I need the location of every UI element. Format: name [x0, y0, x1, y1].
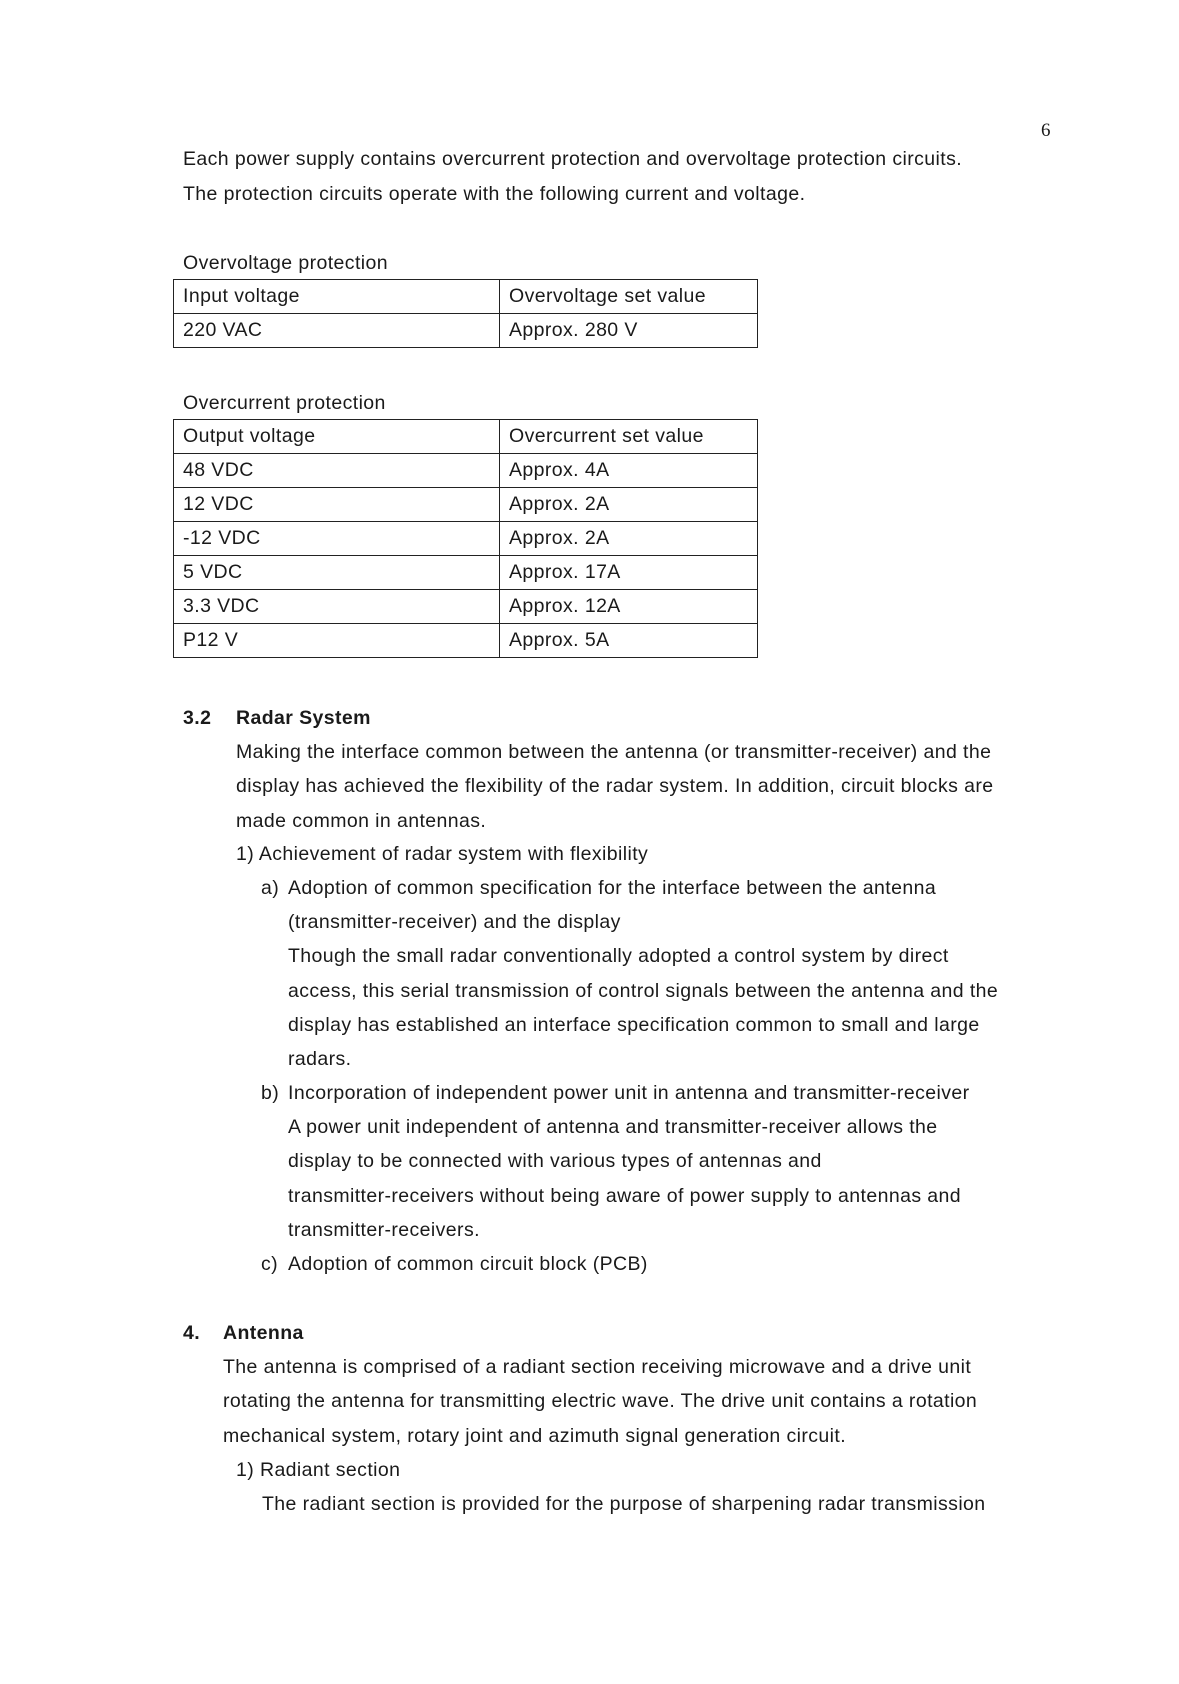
table-header-cell: Output voltage: [174, 420, 500, 454]
section-4-para-line: rotating the antenna for transmitting electric wave. The drive unit contains a rotation: [223, 1390, 978, 1412]
overcurrent-title: Overcurrent protection: [183, 392, 386, 414]
section-4-item-1-heading: 1) Radiant section: [236, 1459, 401, 1481]
item-b-body-line: transmitter-receivers without being aware of power supply to antennas and: [288, 1185, 962, 1207]
section-4-para-line: mechanical system, rotary joint and azimuth signal generation circuit.: [223, 1425, 847, 1447]
table-cell: 3.3 VDC: [174, 590, 500, 624]
item-b-body-line: transmitter-receivers.: [288, 1219, 480, 1241]
item-b-label: b): [261, 1082, 280, 1104]
item-a-title-line: (transmitter-receiver) and the display: [288, 911, 621, 933]
section-3-2-para-line: Making the interface common between the antenna (or transmitter-receiver) and the: [236, 741, 992, 763]
table-header-cell: Overcurrent set value: [500, 420, 758, 454]
table-cell: Approx. 17A: [500, 556, 758, 590]
item-b-body-line: display to be connected with various types of antennas and: [288, 1150, 822, 1172]
table-cell: 12 VDC: [174, 488, 500, 522]
section-4-title: Antenna: [223, 1322, 304, 1344]
table-cell: Approx. 2A: [500, 522, 758, 556]
table-row: [174, 488, 758, 522]
item-a-body-line: display has established an interface specification common to small and large: [288, 1014, 980, 1036]
section-3-2-para-line: made common in antennas.: [236, 810, 487, 832]
item-a-body-line: access, this serial transmission of control signals between the antenna and the: [288, 980, 999, 1002]
table-header-cell: Overvoltage set value: [500, 280, 758, 314]
overcurrent-table: [173, 419, 758, 658]
section-4-number: 4.: [183, 1322, 201, 1344]
page-number: 6: [1041, 120, 1051, 141]
intro-line-1: Each power supply contains overcurrent protection and overvoltage protection circuits.: [183, 148, 963, 170]
section-3-2-para-line: display has achieved the flexibility of the radar system. In addition, circuit blocks are: [236, 775, 994, 797]
table-cell: Approx. 12A: [500, 590, 758, 624]
table-cell: 5 VDC: [174, 556, 500, 590]
table-cell: Approx. 4A: [500, 454, 758, 488]
table-header-cell: Input voltage: [174, 280, 500, 314]
item-a-title-line: Adoption of common specification for the interface between the antenna: [288, 877, 937, 899]
table-row: [174, 280, 758, 314]
item-a-body-line: Though the small radar conventionally adopted a control system by direct: [288, 945, 949, 967]
table-row: [174, 624, 758, 658]
item-a-body-line: radars.: [288, 1048, 352, 1070]
intro-line-2: The protection circuits operate with the following current and voltage.: [183, 183, 806, 205]
overvoltage-table: [173, 279, 758, 348]
table-cell: Approx. 5A: [500, 624, 758, 658]
table-cell: Approx. 280 V: [500, 314, 758, 348]
overvoltage-title: Overvoltage protection: [183, 252, 388, 274]
table-row: [174, 454, 758, 488]
section-4-item-1-body: The radiant section is provided for the purpose of sharpening radar transmission: [262, 1493, 986, 1515]
table-cell: P12 V: [174, 624, 500, 658]
table-cell: Approx. 2A: [500, 488, 758, 522]
table-row: [174, 420, 758, 454]
table-row: [174, 590, 758, 624]
table-cell: 48 VDC: [174, 454, 500, 488]
table-row: [174, 314, 758, 348]
item-b-body-line: A power unit independent of antenna and transmitter-receiver allows the: [288, 1116, 938, 1138]
section-3-2-title: Radar System: [236, 707, 371, 729]
table-cell: 220 VAC: [174, 314, 500, 348]
table-row: [174, 556, 758, 590]
item-b-title: Incorporation of independent power unit in antenna and transmitter-receiver: [288, 1082, 970, 1104]
item-c-label: c): [261, 1253, 279, 1275]
item-c-title: Adoption of common circuit block (PCB): [288, 1253, 648, 1275]
section-4-para-line: The antenna is comprised of a radiant section receiving microwave and a drive unit: [223, 1356, 972, 1378]
table-cell: -12 VDC: [174, 522, 500, 556]
item-1-heading: 1) Achievement of radar system with flexibility: [236, 843, 649, 865]
item-a-label: a): [261, 877, 280, 899]
table-row: [174, 522, 758, 556]
section-3-2-number: 3.2: [183, 707, 212, 729]
